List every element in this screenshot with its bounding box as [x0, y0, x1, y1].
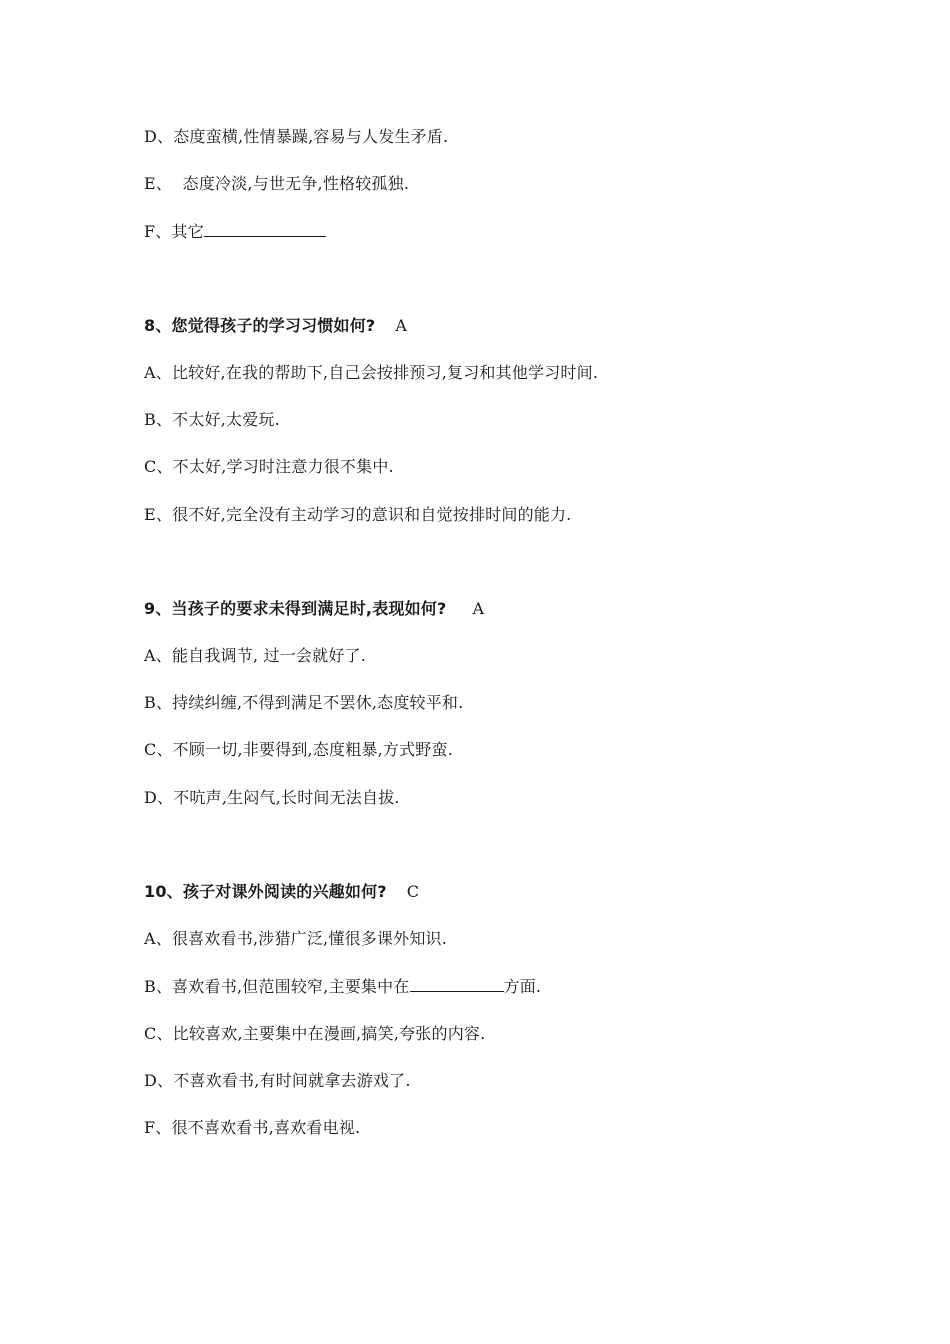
q8-answer: A — [395, 316, 408, 335]
q7-option-e: E、 态度冷淡,与世无争,性格较孤独. — [144, 174, 410, 193]
q8-option-e: E、很不好,完全没有主动学习的意识和自觉按排时间的能力. — [144, 505, 572, 524]
q9-answer: A — [472, 599, 485, 618]
fill-in-blank — [410, 975, 504, 992]
q10-question-text: 10、孩子对课外阅读的兴趣如何? — [144, 882, 387, 901]
q10-option-b — [144, 975, 541, 998]
q7-option-d: D、态度蛮横,性情暴躁,容易与人发生矛盾. — [144, 127, 449, 146]
q8-option-b: B、不太好,太爱玩. — [144, 410, 280, 429]
q10-option-f: F、很不喜欢看书,喜欢看电视. — [144, 1118, 361, 1137]
q10-question — [144, 881, 419, 903]
q10-option-c: C、比较喜欢,主要集中在漫画,搞笑,夸张的内容. — [144, 1024, 486, 1043]
q10-option-b-suffix: 方面. — [503, 977, 542, 996]
q8-question-text: 8、您觉得孩子的学习习惯如何? — [144, 316, 376, 335]
q10-answer: C — [406, 882, 420, 901]
q9-question-text: 9、当孩子的要求未得到满足时,表现如何? — [144, 599, 447, 618]
q8-option-a: A、比较好,在我的帮助下,自己会按排预习,复习和其他学习时间. — [144, 363, 599, 382]
q10-option-a: A、很喜欢看书,涉猎广泛,懂很多课外知识. — [144, 929, 448, 948]
q7-option-f — [144, 220, 326, 243]
q9-option-d: D、不吭声,生闷气,长时间无法自拔. — [144, 788, 400, 807]
q9-question — [144, 598, 484, 620]
q9-option-a: A、能自我调节, 过一会就好了. — [144, 646, 367, 665]
q8-option-c: C、不太好,学习时注意力很不集中. — [144, 457, 394, 476]
fill-in-blank — [204, 220, 326, 237]
q9-option-c: C、不顾一切,非要得到,态度粗暴,方式野蛮. — [144, 740, 453, 759]
q10-option-b-text: B、喜欢看书,但范围较窄,主要集中在 — [144, 977, 410, 996]
q7-option-f-label: F、其它 — [144, 222, 204, 241]
q8-question — [144, 315, 407, 337]
q9-option-b: B、持续纠缠,不得到满足不罢休,态度较平和. — [144, 693, 464, 712]
q10-option-d: D、不喜欢看书,有时间就拿去游戏了. — [144, 1071, 411, 1090]
